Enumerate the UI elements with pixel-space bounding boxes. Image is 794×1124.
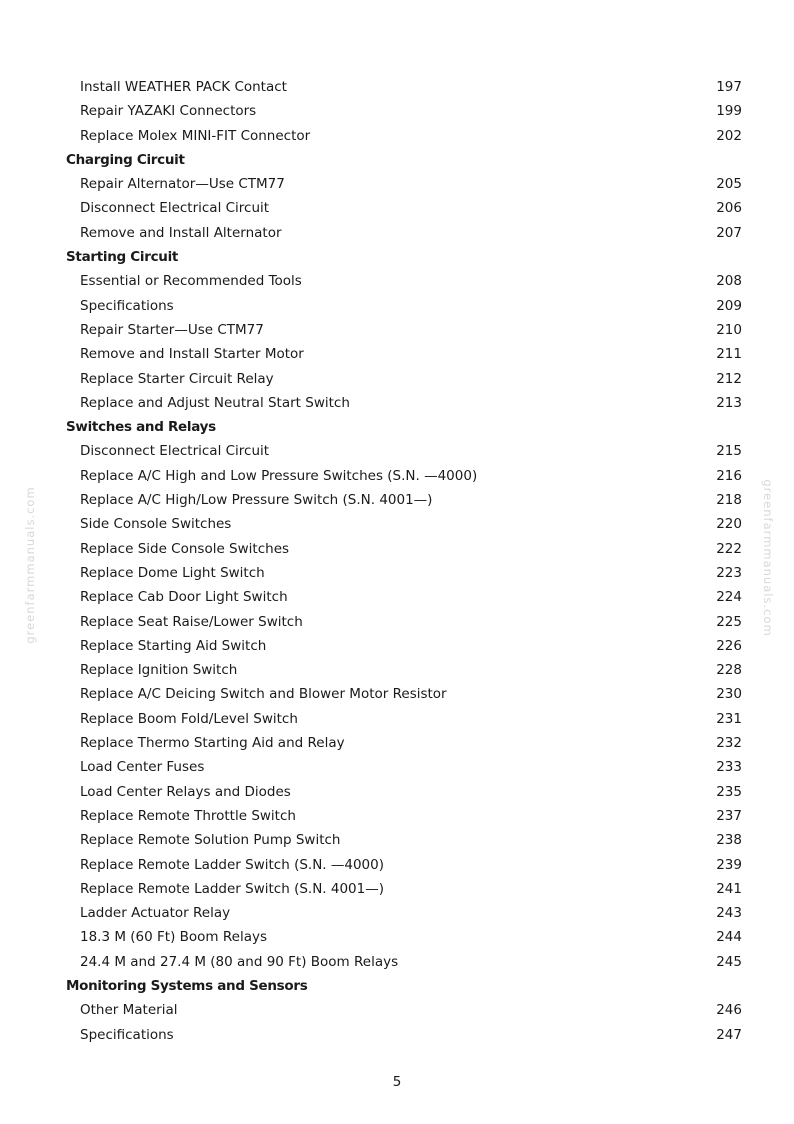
entry-page-number: 205 [716, 176, 742, 193]
entry-page-number: 247 [716, 1026, 742, 1043]
toc-entry[interactable] [0, 682, 794, 706]
entry-page-number: 215 [716, 443, 742, 460]
entry-page-number: 224 [716, 589, 742, 606]
toc-entry[interactable] [0, 925, 794, 949]
toc-entry[interactable] [0, 658, 794, 682]
toc-entry[interactable] [0, 828, 794, 852]
toc-entry[interactable] [0, 221, 794, 245]
entry-title: Specifications [80, 297, 174, 314]
entry-title: Remove and Install Alternator [80, 224, 282, 241]
entry-title: Replace Molex MINI-FIT Connector [80, 127, 311, 144]
entry-page-number: 239 [716, 856, 742, 873]
entry-title: Replace Seat Raise/Lower Switch [80, 613, 303, 630]
entry-page-number: 210 [716, 321, 742, 338]
entry-page-number: 202 [716, 127, 742, 144]
entry-title: Repair YAZAKI Connectors [80, 103, 257, 120]
entry-title: Load Center Fuses [80, 759, 205, 776]
entry-title: Essential or Recommended Tools [80, 273, 302, 290]
entry-page-number: 237 [716, 807, 742, 824]
entry-title: Replace Side Console Switches [80, 540, 290, 557]
entry-title: 18.3 M (60 Ft) Boom Relays [80, 929, 267, 946]
toc-entry[interactable] [0, 950, 794, 974]
toc-entry[interactable] [0, 75, 794, 99]
toc-section-heading [0, 415, 794, 439]
entry-page-number: 213 [716, 394, 742, 411]
section-title: Switches and Relays [66, 419, 216, 436]
toc-entry[interactable] [0, 512, 794, 536]
entry-title: 24.4 M and 27.4 M (80 and 90 Ft) Boom Relays [80, 953, 399, 970]
entry-title: Repair Starter—Use CTM77 [80, 321, 264, 338]
toc-entry[interactable] [0, 561, 794, 585]
entry-title: Replace Remote Ladder Switch (S.N. —4000) [80, 856, 385, 873]
toc-entry[interactable] [0, 294, 794, 318]
entry-title: Replace Boom Fold/Level Switch [80, 710, 298, 727]
entry-page-number: 216 [716, 467, 742, 484]
entry-title: Remove and Install Starter Motor [80, 346, 304, 363]
toc-entry[interactable] [0, 610, 794, 634]
entry-page-number: 223 [716, 564, 742, 581]
entry-page-number: 211 [716, 346, 742, 363]
toc-entry[interactable] [0, 367, 794, 391]
toc-section-heading [0, 974, 794, 998]
entry-page-number: 206 [716, 200, 742, 217]
entry-title: Replace Thermo Starting Aid and Relay [80, 735, 345, 752]
entry-page-number: 199 [716, 103, 742, 120]
toc-entry[interactable] [0, 342, 794, 366]
entry-page-number: 232 [716, 735, 742, 752]
entry-title: Disconnect Electrical Circuit [80, 443, 270, 460]
entry-page-number: 222 [716, 540, 742, 557]
entry-title: Replace Starting Aid Switch [80, 637, 267, 654]
toc-entry[interactable] [0, 585, 794, 609]
watermark-left: greenfarmmanuals.com [23, 486, 37, 644]
toc-entry[interactable] [0, 391, 794, 415]
entry-page-number: 243 [716, 905, 742, 922]
entry-page-number: 245 [716, 953, 742, 970]
toc-section-heading [0, 148, 794, 172]
entry-page-number: 231 [716, 710, 742, 727]
toc-entry[interactable] [0, 707, 794, 731]
section-title: Charging Circuit [66, 151, 185, 168]
entry-page-number: 238 [716, 832, 742, 849]
entry-title: Replace Remote Throttle Switch [80, 807, 296, 824]
toc-entry[interactable] [0, 196, 794, 220]
entry-page-number: 197 [716, 79, 742, 95]
entry-title: Ladder Actuator Relay [80, 905, 231, 922]
entry-page-number: 209 [716, 297, 742, 314]
entry-title: Replace Remote Ladder Switch (S.N. 4001—) [80, 880, 385, 897]
toc-entry[interactable] [0, 439, 794, 463]
toc-entry[interactable] [0, 318, 794, 342]
entry-title: Side Console Switches [80, 516, 232, 533]
toc-entry[interactable] [0, 755, 794, 779]
entry-page-number: 230 [716, 686, 742, 703]
entry-title: Replace A/C High and Low Pressure Switches (S.N. —4000) [80, 467, 478, 484]
entry-page-number: 208 [716, 273, 742, 290]
entry-page-number: 226 [716, 637, 742, 654]
toc-entry[interactable] [0, 172, 794, 196]
toc-entry[interactable] [0, 269, 794, 293]
toc-entry[interactable] [0, 804, 794, 828]
entry-title: Replace Starter Circuit Relay [80, 370, 274, 387]
entry-page-number: 207 [716, 224, 742, 241]
entry-page-number: 220 [716, 516, 742, 533]
toc-entry[interactable] [0, 634, 794, 658]
section-title: Starting Circuit [66, 249, 179, 266]
entry-page-number: 244 [716, 929, 742, 946]
entry-page-number: 228 [716, 662, 742, 679]
entry-title: Replace and Adjust Neutral Start Switch [80, 394, 350, 411]
toc-entry[interactable] [0, 124, 794, 148]
entry-page-number: 233 [716, 759, 742, 776]
toc-entry[interactable] [0, 464, 794, 488]
toc-entry[interactable] [0, 877, 794, 901]
toc-entry[interactable] [0, 1023, 794, 1047]
toc-entry[interactable] [0, 901, 794, 925]
toc-entry[interactable] [0, 853, 794, 877]
toc-section-heading [0, 245, 794, 269]
entry-page-number: 246 [716, 1002, 742, 1019]
entry-title: Replace A/C Deicing Switch and Blower Motor Resistor [80, 686, 447, 703]
entry-page-number: 218 [716, 492, 742, 509]
entry-title: Disconnect Electrical Circuit [80, 200, 270, 217]
entry-title: Replace Cab Door Light Switch [80, 589, 288, 606]
entry-title: Replace Dome Light Switch [80, 564, 265, 581]
entry-title: Specifications [80, 1026, 174, 1043]
table-of-contents [0, 75, 794, 1047]
watermark-right: greenfarmmanuals.com [761, 479, 775, 637]
toc-entry[interactable] [0, 731, 794, 755]
entry-page-number: 225 [716, 613, 742, 630]
entry-page-number: 212 [716, 370, 742, 387]
entry-title: Repair Alternator—Use CTM77 [80, 176, 285, 193]
entry-title: Install WEATHER PACK Contact [80, 79, 287, 95]
toc-entry[interactable] [0, 488, 794, 512]
entry-title: Other Material [80, 1002, 178, 1019]
toc-entry[interactable] [0, 99, 794, 123]
entry-title: Replace A/C High/Low Pressure Switch (S.N. 4001—) [80, 492, 433, 509]
toc-entry[interactable] [0, 780, 794, 804]
entry-page-number: 235 [716, 783, 742, 800]
entry-page-number: 241 [716, 880, 742, 897]
entry-title: Replace Remote Solution Pump Switch [80, 832, 341, 849]
toc-entry[interactable] [0, 537, 794, 561]
toc-entry[interactable] [0, 998, 794, 1022]
page-number: 5 [392, 1074, 402, 1090]
section-title: Monitoring Systems and Sensors [66, 977, 308, 994]
entry-title: Replace Ignition Switch [80, 662, 238, 679]
entry-title: Load Center Relays and Diodes [80, 783, 291, 800]
